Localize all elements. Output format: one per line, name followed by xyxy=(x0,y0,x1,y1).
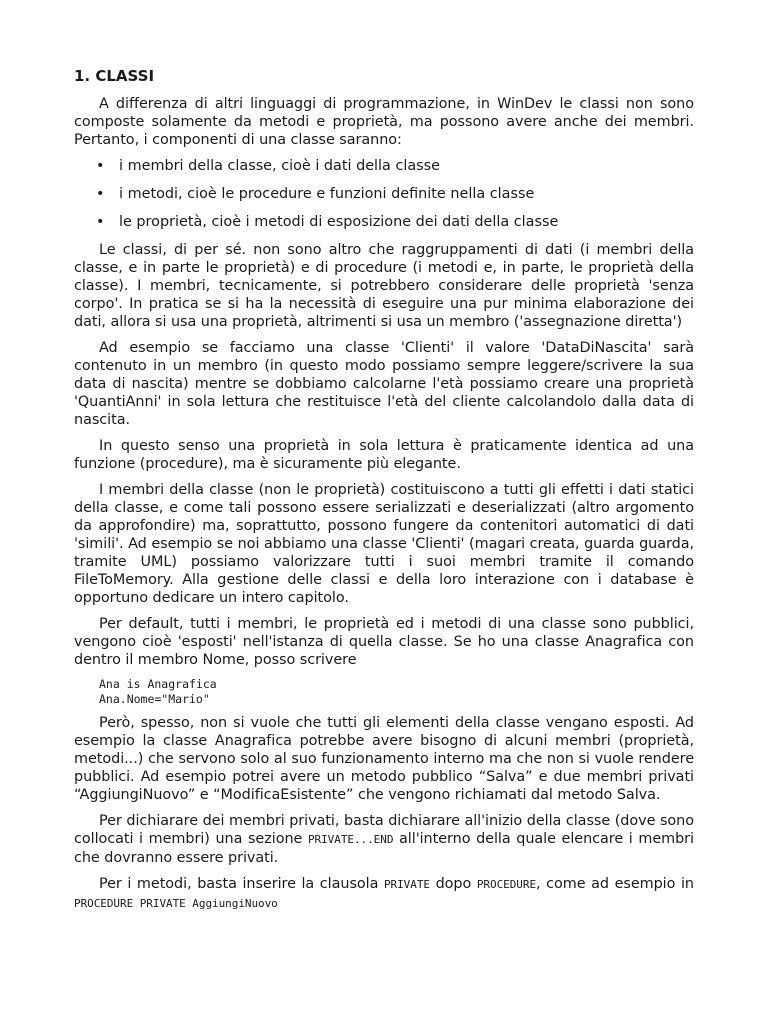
text-run: Per dichiarare dei membri privati, basta dichiarare all'inizio della classe (dove sono collocati i membri) una sezione xyxy=(74,813,694,847)
inline-code: PROCEDURE PRIVATE AggiungiNuovo xyxy=(74,897,278,910)
list-item xyxy=(74,157,694,175)
paragraph-readonly: In questo senso una proprietà in sola lettura è praticamente identica ad una funzione (procedure), ma è sicuramente più elegante. xyxy=(74,438,694,472)
text-run: , come ad esempio in xyxy=(536,876,694,892)
text-run: Per i metodi, basta inserire la clausola xyxy=(99,876,384,892)
document-page xyxy=(74,66,694,921)
inline-code: PRIVATE xyxy=(383,878,430,891)
inline-code: PRIVATE...END xyxy=(307,833,394,846)
list-item xyxy=(74,213,694,231)
list-item-text: le proprietà, cioè i metodi di esposizione dei dati della classe xyxy=(119,214,559,230)
paragraph-default-public: Per default, tutti i membri, le proprietà ed i metodi di una classe sono pubblici, vengono cioè 'esposti' nell'istanza di quella classe. Se ho una classe Anagrafica con dentro il membro Nome, posso scrivere xyxy=(74,616,694,668)
paragraph-example-clienti: Ad esempio se facciamo una classe 'Clienti' il valore 'DataDiNascita' sarà contenuto in un membro (in questo modo possiamo sempre leggere/scrivere la sua data di nascita) mentre se dobbiamo calcolarne l'età possiamo creare una proprietà 'QuantiAnni' in sola lettura che restituisce l'età del cliente calcolandolo dalla data di nascita. xyxy=(74,340,694,428)
bullet-icon: • xyxy=(96,158,105,174)
text-run: dopo xyxy=(429,876,477,892)
list-item xyxy=(74,185,694,203)
paragraph-members: I membri della classe (non le proprietà) costituiscono a tutti gli effetti i dati statici della classe, e come tali possono essere serializzati e deserializzati (altro argomento da approfondire) ma, soprattutto, possono fungere da contenitori automatici di dati 'simili'. Ad esempio se noi abbiamo una classe 'Clienti' (magari creata, guarda guarda, tramite UML) possiamo valorizzare tutti i suoi membri tramite il comando FileToMemory. Alla gestione delle classi e della loro interazione con i database è opportuno dedicare un intero capitolo. xyxy=(74,482,694,606)
paragraph-classes: Le classi, di per sé. non sono altro che raggruppamenti di dati (i membri della classe, e in parte le proprietà) e di procedure (i metodi e, in parte, le proprietà della classe). I membri, tecnicamente, si potrebbero considerare delle proprietà 'senza corpo'. In pratica se si ha la necessità di eseguire una pur minima elaborazione dei dati, allora si usa una proprietà, altrimenti si usa un membro ('assegnazione diretta') xyxy=(74,242,694,330)
paragraph-intro: A differenza di altri linguaggi di programmazione, in WinDev le classi non sono composte solamente da metodi e proprietà, ma possono avere anche dei membri. Pertanto, i componenti di una classe saranno: xyxy=(74,96,694,148)
section-heading: 1. CLASSI xyxy=(74,67,155,85)
list-item-text: i metodi, cioè le procedure e funzioni definite nella classe xyxy=(119,186,535,202)
code-line: Ana.Nome="Mario" xyxy=(99,692,210,706)
text-run: all'interno della quale elencare i membri che dovranno essere privati. xyxy=(74,831,694,866)
component-list xyxy=(74,157,694,231)
bullet-icon: • xyxy=(96,186,105,202)
list-item-text: i membri della classe, cioè i dati della classe xyxy=(119,158,441,174)
code-line: Ana is Anagrafica xyxy=(99,677,217,691)
bullet-icon: • xyxy=(96,214,105,230)
paragraph-private-need: Però, spesso, non si vuole che tutti gli elementi della classe vengano esposti. Ad esempio la classe Anagrafica potrebbe avere bisogno di alcuni membri (proprietà, metodi...) che servono solo al suo funzionamento interno ma che non si vuole rendere pubblici. Ad esempio potrei avere un metodo pubblico “Salva” e due membri privati “AggiungiNuovo” e “ModificaEsistente” che vengono richiamati dal metodo Salva. xyxy=(74,715,694,803)
inline-code: PROCEDURE xyxy=(476,878,537,891)
code-block xyxy=(74,677,694,707)
paragraph-private-members xyxy=(74,812,694,867)
paragraph-private-methods xyxy=(74,875,694,913)
